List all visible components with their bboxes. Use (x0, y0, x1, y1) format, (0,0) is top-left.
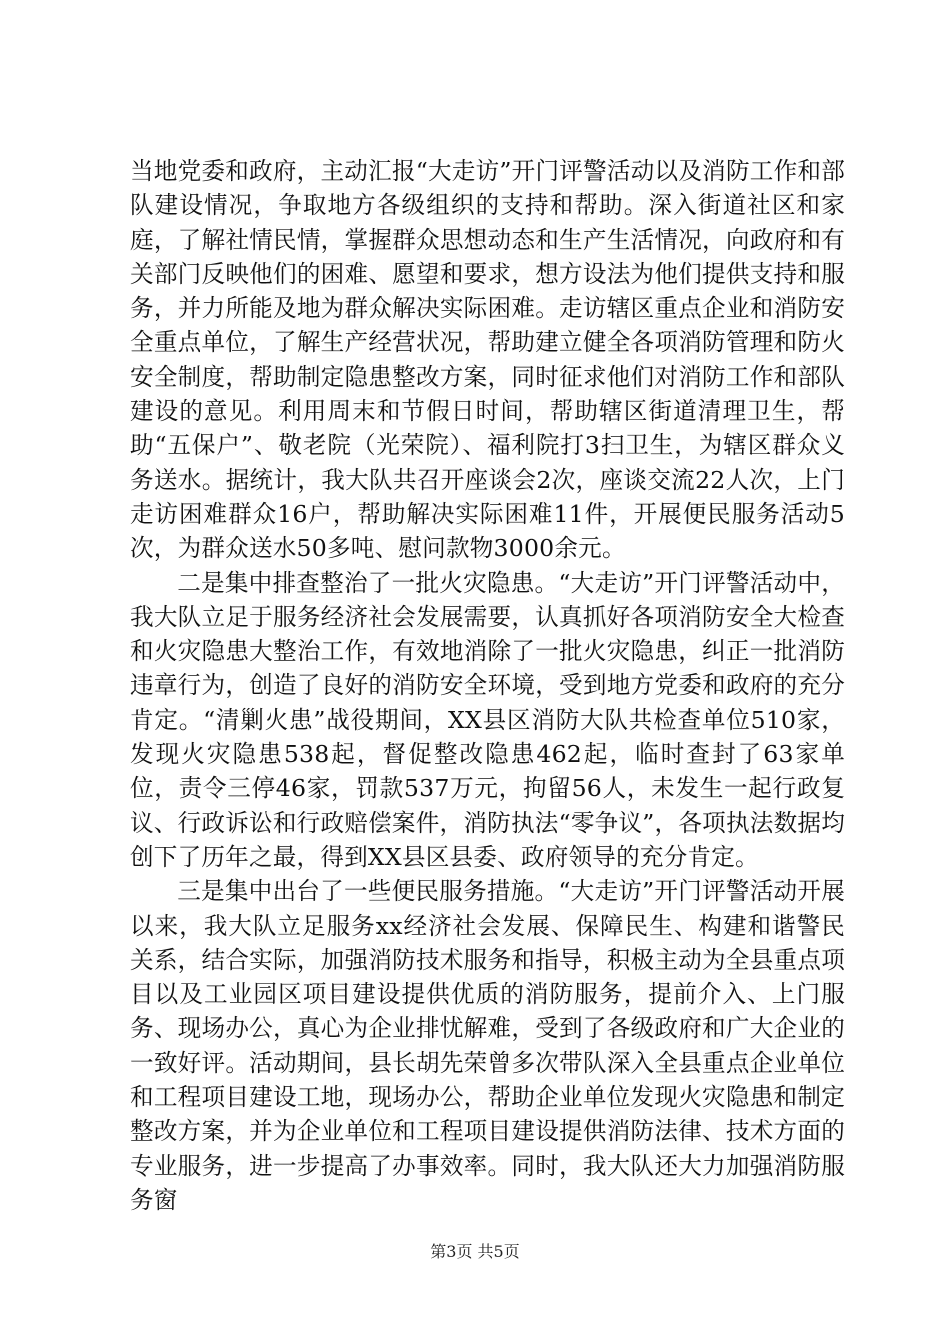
paragraph-1: 当地党委和政府，主动汇报“大走访”开门评警活动以及消防工作和部队建设情况，争取地方各级组织的支持和帮助。深入街道社区和家庭，了解社情民情，掌握群众思想动态和生产生活情况，向政府和有关部门反映他们的困难、愿望和要求，想方设法为他们提供支持和服务，并力所能及地为群众解决实际困难。走访辖区重点企业和消防安全重点单位，了解生产经营状况，帮助建立健全各项消防管理和防火安全制度，帮助制定隐患整改方案，同时征求他们对消防工作和部队建设的意见。利用周末和节假日时间，帮助辖区街道清理卫生，帮助“五保户”、敬老院（光荣院）、福利院打3扫卫生，为辖区群众义务送水。据统计，我大队共召开座谈会2次，座谈交流22人次，上门走访困难群众16户，帮助解决实际困难11件，开展便民服务活动5次，为群众送水50多吨、慰问款物3000余元。 (130, 157, 845, 563)
paragraph-3: 三是集中出台了一些便民服务措施。“大走访”开门评警活动开展以来，我大队立足服务xx经济社会发展、保障民生、构建和谐警民关系，结合实际，加强消防技术服务和指导，积极主动为全县重点项目以及工业园区项目建设提供优质的消防服务，提前介入、上门服务、现场办公，真心为企业排忧解难，受到了各级政府和广大企业的一致好评。活动期间，县长胡先荣曾多次带队深入全县重点企业单位和工程项目建设工地，现场办公，帮助企业单位发现火灾隐患和制定整改方案，并为企业单位和工程项目建设提供消防法律、技术方面的专业服务，进一步提高了办事效率。同时，我大队还大力加强消防服务窗 (130, 877, 845, 1214)
page-footer: 第3页 共5页 (430, 1242, 520, 1261)
document-body (130, 154, 845, 1217)
paragraph-2: 二是集中排查整治了一批火灾隐患。“大走访”开门评警活动中，我大队立足于服务经济社会发展需要，认真抓好各项消防安全大检查和火灾隐患大整治工作，有效地消除了一批火灾隐患，纠正一批消防违章行为，创造了良好的消防安全环境，受到地方党委和政府的充分肯定。“清剿火患”战役期间，XX县区消防大队共检查单位510家，发现火灾隐患538起，督促整改隐患462起，临时查封了63家单位，责令三停46家，罚款537万元，拘留56人，未发生一起行政复议、行政诉讼和行政赔偿案件，消防执法“零争议”，各项执法数据均创下了历年之最，得到XX县区县委、政府领导的充分肯定。 (130, 568, 845, 871)
